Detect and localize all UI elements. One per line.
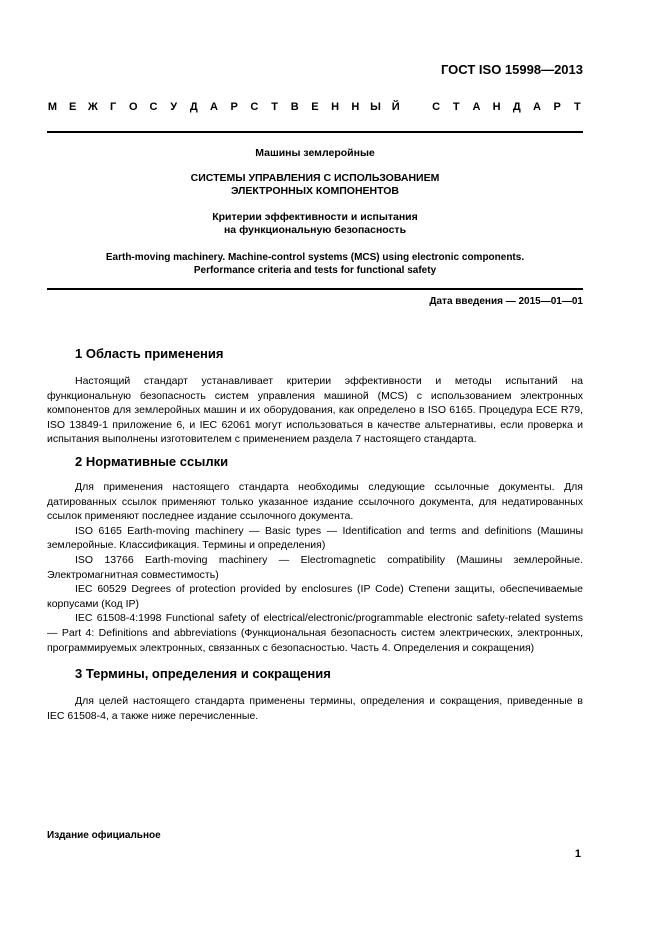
reference-item: ISO 6165 Earth-moving machinery — Basic types — Identification and terms and definitions (Машины землеройные. Классификация. Термины и определения) — [47, 524, 583, 552]
banner-letter: М — [47, 101, 58, 113]
section-heading-scope: 1 Область применения — [75, 346, 224, 361]
banner-letter: Т — [574, 101, 581, 113]
introduction-date: Дата введения — 2015—01—01 — [429, 296, 583, 307]
title-main-line: ЭЛЕКТРОННЫХ КОМПОНЕНТОВ — [230, 185, 400, 197]
title-english — [47, 251, 583, 277]
paragraph: Для целей настоящего стандарта применены термины, определения и сокращения, приведенные в IEC 61508-4, а также ниже перечисленные. — [47, 695, 583, 722]
banner-letter: Е — [69, 101, 77, 113]
official-edition-note: Издание официальное — [47, 830, 161, 841]
banner-letter: Н — [331, 101, 340, 113]
banner-letter: Ж — [87, 101, 98, 113]
banner-letter: Г — [109, 101, 117, 113]
top-divider — [47, 131, 583, 133]
title-machine-type: Машины землеройные — [255, 147, 375, 159]
banner-letter: А — [533, 101, 541, 113]
section-body-references — [47, 480, 583, 655]
banner-letter: Н — [351, 101, 360, 113]
title-subtitle — [47, 211, 583, 237]
reference-item: IEC 60529 Degrees of protection provided by enclosures (IP Code) Степени защиты, обеспечиваемые корпусами (Код IP) — [47, 583, 583, 610]
title-main-line: СИСТЕМЫ УПРАВЛЕНИЯ С ИСПОЛЬЗОВАНИЕМ — [190, 172, 440, 184]
title-subtitle-line: Критерии эффективности и испытания — [212, 211, 418, 223]
banner-letter: Й — [391, 101, 400, 113]
banner-letter: С — [250, 101, 259, 113]
paragraph: Для применения настоящего стандарта необходимы следующие ссылочные документы. Для датированных ссылок применяют только указанное издание ссылочного документа, для недатированных ссылок применяют последнее издание ссылочного документа. — [47, 481, 583, 523]
title-subtitle-line: на функциональную безопасность — [223, 224, 407, 236]
banner-letter: Д — [189, 101, 198, 113]
reference-item: ISO 13766 Earth-moving machinery — Electromagnetic compatibility (Машины землеройные. Электромагнитная совместимость) — [47, 553, 583, 581]
title-english-line: Earth-moving machinery. Machine-control systems (MCS) using electronic components. — [105, 252, 525, 263]
title-english-line: Performance criteria and tests for functional safety — [193, 265, 437, 276]
paragraph: Настоящий стандарт устанавливает критерии эффективности и методы испытаний на функциональную безопасность систем управления машиной (MCS) с использованием электронных компонентов для землеройных машин и их оборудования, как определено в ISO 6165. Процедура ECE R79, ISO 13849-1 приложение 6, и IEC 62061 могут использоваться в качестве альтернативы, если проверка и испытания выполнены изготовителем с применением раздела 7 настоящего стандарта. — [47, 375, 583, 446]
reference-item: IEC 61508-4:1998 Functional safety of electrical/electronic/programmable electronic safety-related systems — Part 4: Definitions and abbreviations (Функциональная безопасность систем электрических, электронных, программируемых электронных, связанных с безопасностью. Часть 4. Определения и сокращения) — [47, 612, 583, 654]
banner-gap — [410, 101, 421, 117]
banner-letter: Т — [452, 101, 460, 113]
banner-letter: А — [472, 101, 481, 113]
banner-letter: В — [290, 101, 299, 113]
banner-letter: Ы — [370, 101, 381, 113]
page-number: 1 — [574, 848, 581, 860]
standard-code: ГОСТ ISO 15998—2013 — [440, 62, 583, 77]
banner-letter: Н — [492, 101, 501, 113]
section-body-scope — [47, 374, 583, 447]
banner-letter: Д — [512, 101, 521, 113]
banner-letter: С — [432, 101, 441, 113]
banner-letter: Т — [271, 101, 278, 113]
title-main — [47, 172, 583, 198]
banner-letter: Р — [230, 101, 238, 113]
banner-letter: Р — [553, 101, 561, 113]
standard-banner — [47, 101, 583, 117]
banner-letter: Е — [311, 101, 319, 113]
banner-letter: О — [128, 101, 138, 113]
section-heading-references: 2 Нормативные ссылки — [75, 454, 229, 469]
banner-letter: А — [210, 101, 218, 113]
banner-letter: С — [149, 101, 158, 113]
title-divider — [47, 288, 583, 290]
section-heading-terms: 3 Термины, определения и сокращения — [75, 666, 331, 681]
section-body-terms — [47, 694, 583, 723]
banner-letter: У — [170, 101, 178, 113]
